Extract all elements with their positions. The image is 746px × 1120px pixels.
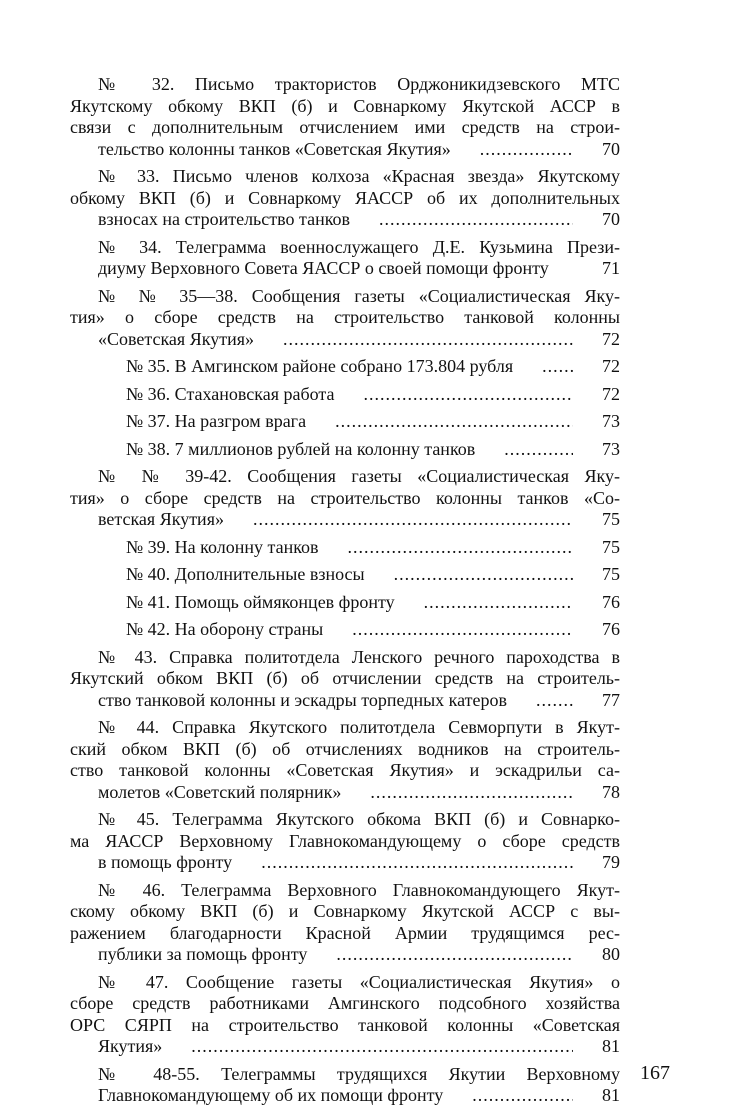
toc-entry-line: тия» о сборе средств на строительство колонны танков «Со- (70, 487, 620, 508)
toc-entry-line: тия» о сборе средств на строительство танковой колонны (70, 307, 620, 327)
toc-page-ref: 70 (602, 209, 620, 229)
toc-entry-last-line (70, 1085, 620, 1107)
toc-entry-text: молетов «Советский полярник» (98, 781, 342, 802)
dot-leader (342, 782, 573, 804)
dot-leader (514, 356, 573, 378)
dot-leader (351, 209, 573, 231)
toc-entry-line: № 48-55. Телеграммы трудящихся Якутии Верховному (98, 1063, 620, 1084)
toc-page-ref: 77 (602, 689, 620, 710)
toc-entry-text: № 40. Дополнительные взносы (126, 564, 365, 584)
toc-entry-line: № 34. Телеграмма военнослужащего Д.Е. Кузьмина Прези- (98, 236, 620, 257)
toc-entry (70, 166, 620, 231)
toc-entry-last-line (70, 356, 620, 378)
toc-page-ref: 75 (602, 509, 620, 529)
toc-entry-last-line (70, 139, 620, 161)
dot-leader (255, 329, 573, 351)
toc-entry (70, 647, 620, 712)
toc-entry-line: Якутский обком ВКП (б) об отчислении средств на строитель- (70, 668, 620, 688)
toc-entry-line: ство танковой колонны «Советская Якутия» и эскадрильи са- (70, 760, 620, 780)
dot-leader (307, 411, 573, 433)
toc-entry (70, 439, 620, 461)
toc-entry-text: № 42. На оборону страны (126, 619, 324, 639)
toc-entry (70, 411, 620, 433)
dot-leader (233, 852, 573, 874)
toc-page-ref: 76 (602, 619, 620, 639)
toc-entry-text: № 36. Стахановская работа (126, 383, 335, 404)
dot-leader (444, 1085, 573, 1107)
toc-entry-text: ство танковой колонны и эскадры торпедных катеров (98, 689, 508, 710)
toc-page-ref: 75 (602, 536, 620, 557)
toc-entry (70, 972, 620, 1058)
toc-entry-text: Главнокомандующему об их помощи фронту (98, 1085, 444, 1105)
dot-leader (508, 690, 573, 712)
dot-leader (324, 619, 573, 641)
toc-entry-last-line (70, 384, 620, 406)
toc-entry-line: № 44. Справка Якутского политотдела Севморпути в Якут- (98, 717, 620, 737)
toc-entry-last-line (70, 258, 620, 280)
dot-leader (225, 509, 573, 531)
toc-entry-text: № 38. 7 миллионов рублей на колонну танков (126, 438, 476, 459)
toc-page-ref: 80 (602, 944, 620, 964)
toc-entry (70, 466, 620, 531)
toc-page-ref: 73 (602, 438, 620, 459)
toc-page-ref: 76 (602, 591, 620, 612)
toc-page-ref: 81 (602, 1036, 620, 1056)
dot-leader (396, 592, 573, 614)
toc-entry-text: публики за помощь фронту (98, 944, 308, 964)
page-number: 167 (640, 1062, 670, 1084)
toc-entry-last-line (70, 592, 620, 614)
dot-leader (452, 139, 573, 161)
toc-entry-line: ражением благодарности Красной Армии трудящимся рес- (70, 922, 620, 943)
toc-entry-line: № 32. Письмо трактористов Орджоникидзевского МТС (98, 74, 620, 94)
toc-entry-last-line (70, 411, 620, 433)
table-of-contents (70, 74, 620, 1113)
toc-entry (70, 619, 620, 641)
toc-entry (70, 74, 620, 160)
toc-entry-text: тельство колонны танков «Советская Якутия» (98, 138, 451, 159)
toc-entry-line: сборе средств работниками Амгинского подсобного хозяйства (70, 993, 620, 1013)
toc-entry-line: Якутскому обкому ВКП (б) и Совнаркому Якутской АССР в (70, 95, 620, 116)
toc-entry-line: скому обкому ВКП (б) и Совнаркому Якутской АССР с вы- (70, 901, 620, 921)
toc-entry-text: № 41. Помощь оймяконцев фронту (126, 591, 395, 612)
toc-entry-last-line (70, 509, 620, 531)
toc-page-ref: 70 (602, 138, 620, 159)
toc-entry-last-line (70, 690, 620, 712)
dot-leader (163, 1036, 573, 1058)
toc-entry (70, 592, 620, 614)
toc-entry-last-line (70, 619, 620, 641)
toc-entry-text: диуму Верховного Совета ЯАССР о своей помощи фронту (98, 258, 549, 278)
toc-entry-last-line (70, 537, 620, 559)
toc-page-ref: 72 (602, 356, 620, 376)
toc-entry-last-line (70, 564, 620, 586)
toc-entry-last-line (70, 782, 620, 804)
toc-entry-last-line (70, 1036, 620, 1058)
toc-entry-text: ветская Якутия» (98, 509, 224, 529)
toc-entry-last-line (70, 209, 620, 231)
toc-entry-line: ОРС СЯРП на строительство танковой колонны «Советская (70, 1014, 620, 1035)
toc-page-ref: 75 (602, 564, 620, 584)
toc-entry-line: № 43. Справка политотдела Ленского речного пароходства в (98, 646, 620, 667)
toc-entry (70, 286, 620, 351)
dot-leader (366, 564, 573, 586)
toc-entry-text: № 37. На разгром врага (126, 411, 307, 431)
dot-leader (336, 384, 573, 406)
toc-page-ref: 72 (602, 383, 620, 404)
toc-page-ref: 78 (602, 781, 620, 802)
toc-entry-text: № 35. В Амгинском районе собрано 173.804 рубля (126, 356, 514, 376)
toc-entry (70, 717, 620, 803)
toc-entry-last-line (70, 329, 620, 351)
toc-page-ref: 79 (602, 852, 620, 872)
toc-entry-text: в помощь фронту (98, 852, 233, 872)
toc-entry (70, 237, 620, 280)
toc-entry (70, 809, 620, 874)
toc-entry-text: взносах на строительство танков (98, 209, 351, 229)
toc-entry-line: № 47. Сообщение газеты «Социалистическая Якутия» о (98, 971, 620, 992)
toc-page-ref: 81 (602, 1085, 620, 1105)
toc-entry (70, 356, 620, 378)
toc-entry-line: ма ЯАССР Верховному Главнокомандующему о сборе средств (70, 830, 620, 851)
toc-entry-line: связи с дополнительным отчислением ими средств на строи- (70, 117, 620, 137)
toc-entry-last-line (70, 439, 620, 461)
toc-page-ref: 71 (602, 258, 620, 278)
toc-page-ref: 73 (602, 411, 620, 431)
toc-entry-text: «Советская Якутия» (98, 328, 254, 349)
toc-entry-line: обкому ВКП (б) и Совнаркому ЯАССР об их дополнительных (70, 187, 620, 208)
dot-leader (308, 944, 573, 966)
toc-page-ref: 72 (602, 328, 620, 349)
toc-entry-line: № № 39-42. Сообщения газеты «Социалистическая Яку- (98, 466, 620, 486)
toc-entry (70, 1064, 620, 1107)
toc-entry (70, 537, 620, 559)
toc-entry-line: № 33. Письмо членов колхоза «Красная звезда» Якутскому (98, 166, 620, 186)
dot-leader (550, 258, 573, 280)
toc-entry-last-line (70, 852, 620, 874)
toc-entry-text: Якутия» (98, 1036, 163, 1056)
dot-leader (320, 537, 573, 559)
toc-entry-line: № 45. Телеграмма Якутского обкома ВКП (б) и Совнарко- (98, 809, 620, 829)
toc-entry (70, 384, 620, 406)
toc-entry-line: № № 35—38. Сообщения газеты «Социалистическая Яку- (98, 285, 620, 306)
toc-entry-line: № 46. Телеграмма Верховного Главнокомандующего Якут- (98, 879, 620, 900)
toc-entry-line: ский обком ВКП (б) об отчислениях водников на строитель- (70, 738, 620, 759)
toc-entry (70, 564, 620, 586)
dot-leader (476, 439, 573, 461)
toc-entry-text: № 39. На колонну танков (126, 536, 319, 557)
toc-entry-last-line (70, 944, 620, 966)
toc-entry (70, 880, 620, 966)
